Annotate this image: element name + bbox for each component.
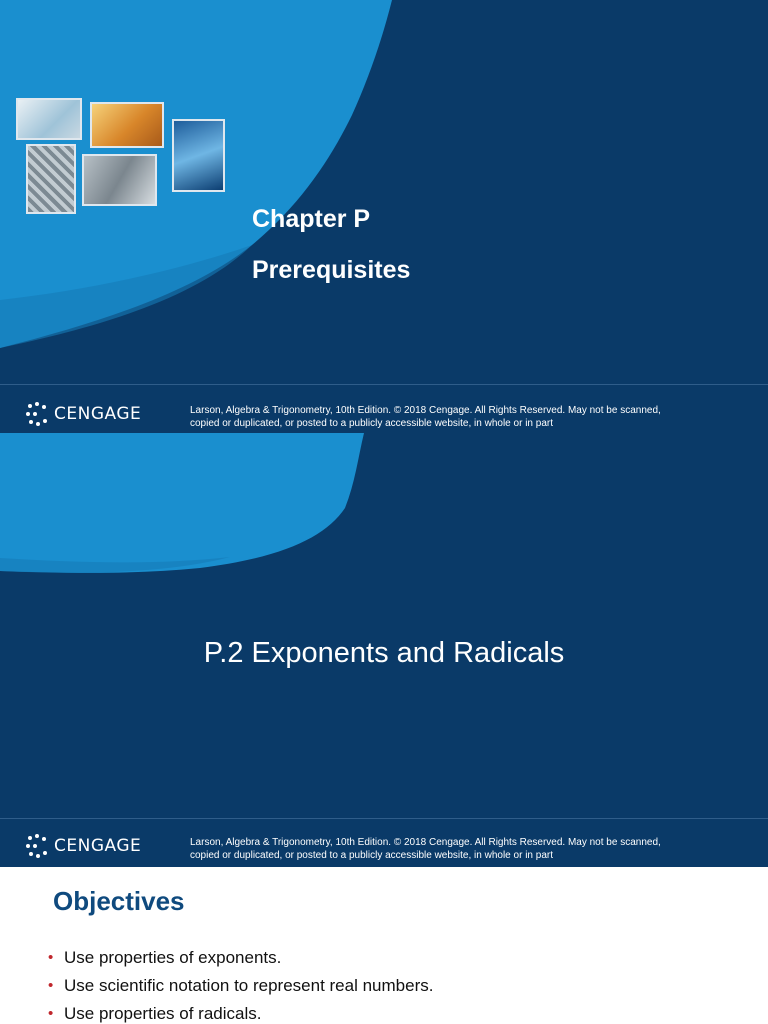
cengage-logo — [26, 402, 141, 426]
section-slide — [0, 433, 768, 867]
wave-photo — [172, 119, 225, 192]
copyright-notice — [190, 404, 750, 430]
chapter-title: Prerequisites — [252, 256, 411, 284]
objectives-slide — [0, 867, 768, 1024]
copyright-line: copied or duplicated, or posted to a publicly accessible website, in whole or in part — [190, 850, 553, 861]
bullet-icon: • — [48, 949, 54, 966]
footer-divider — [0, 384, 768, 385]
lab-photo — [16, 98, 82, 140]
objectives-title: Objectives — [53, 886, 185, 916]
bullet-icon: • — [48, 1005, 54, 1022]
copyright-line: Larson, Algebra & Trigonometry, 10th Edition. © 2018 Cengage. All Rights Reserved. May not be scanned, — [190, 405, 661, 416]
objective-text: Use properties of radicals. — [64, 1004, 262, 1023]
cengage-logo-icon — [26, 834, 48, 858]
thermometer-photo — [90, 102, 164, 148]
copyright-notice — [190, 836, 750, 862]
footer-divider — [0, 818, 768, 819]
cengage-logo-text: CENGAGE — [54, 836, 142, 856]
copyright-line: Larson, Algebra & Trigonometry, 10th Edition. © 2018 Cengage. All Rights Reserved. May not be scanned, — [190, 837, 661, 848]
objectives-list — [48, 944, 433, 1024]
structure-photo — [82, 154, 157, 206]
list-item — [48, 972, 433, 1000]
objective-text: Use scientific notation to represent real numbers. — [64, 976, 434, 995]
objective-text: Use properties of exponents. — [64, 948, 282, 967]
section-title: P.2 Exponents and Radicals — [203, 637, 565, 669]
cengage-logo-icon — [26, 402, 48, 426]
chapter-slide — [0, 0, 768, 433]
list-item — [48, 1000, 433, 1024]
copyright-line: copied or duplicated, or posted to a publicly accessible website, in whole or in part — [190, 418, 553, 429]
cengage-logo — [26, 834, 141, 858]
list-item — [48, 944, 433, 972]
bullet-icon: • — [48, 977, 54, 994]
cengage-logo-text: CENGAGE — [54, 404, 142, 424]
wave-background — [0, 0, 768, 433]
pattern-photo — [26, 144, 76, 214]
chapter-label: Chapter P — [252, 205, 371, 233]
